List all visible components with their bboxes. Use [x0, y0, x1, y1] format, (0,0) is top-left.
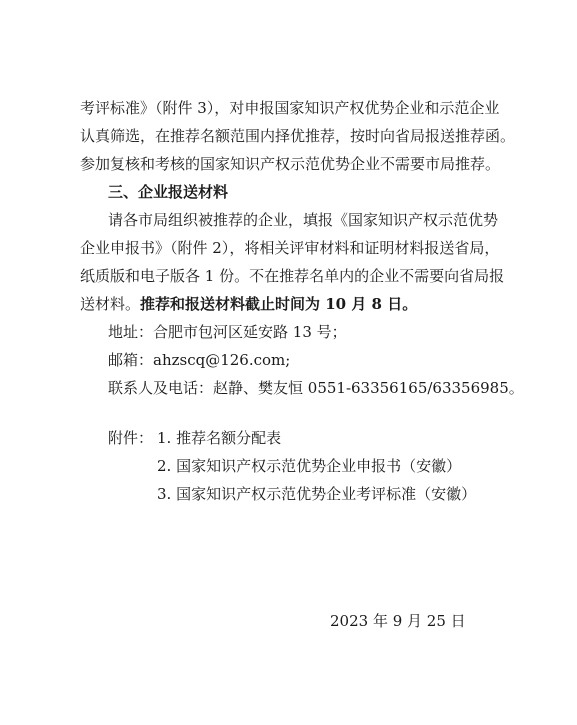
document-date: 2023 年 9 月 25 日 [330, 612, 466, 630]
section-line-2: 企业申报书》（附件 2），将相关评审材料和证明材料报送省局， [80, 239, 500, 257]
paragraph-line-3: 参加复核和考核的国家知识产权示范优势企业不需要市局推荐。 [80, 155, 501, 173]
attachment-item-2: 2. 国家知识产权示范优势企业申报书（安徽） [157, 457, 462, 475]
section-line-4-text: 送材料。 [80, 295, 141, 313]
email-line: 邮箱：ahzscq@126.com; [108, 351, 291, 369]
attachment-item-3: 3. 国家知识产权示范优势企业考评标准（安徽） [157, 485, 477, 503]
paragraph-line-2: 认真筛选，在推荐名额范围内择优推荐，按时向省局报送推荐函。 [80, 127, 516, 145]
deadline-text: 推荐和报送材料截止时间为 10 月 8 日。 [140, 295, 418, 313]
section-line-4 [80, 294, 510, 316]
attachment-item-1: 1. 推荐名额分配表 [157, 429, 282, 447]
section-line-1: 请各市局组织被推荐的企业，填报《国家知识产权示范优势 [108, 211, 499, 229]
section-line-3: 纸质版和电子版各 1 份。不在推荐名单内的企业不需要向省局报 [80, 267, 505, 285]
section-heading: 三、企业报送材料 [108, 183, 229, 201]
attachments-label: 附件： [108, 429, 154, 447]
phone-line: 联系人及电话：赵静、樊友恒 0551-63356165/63356985。 [108, 379, 524, 397]
address-line: 地址：合肥市包河区延安路 13 号； [108, 323, 347, 341]
paragraph-line-1: 考评标准》（附件 3），对申报国家知识产权优势企业和示范企业 [80, 99, 500, 117]
